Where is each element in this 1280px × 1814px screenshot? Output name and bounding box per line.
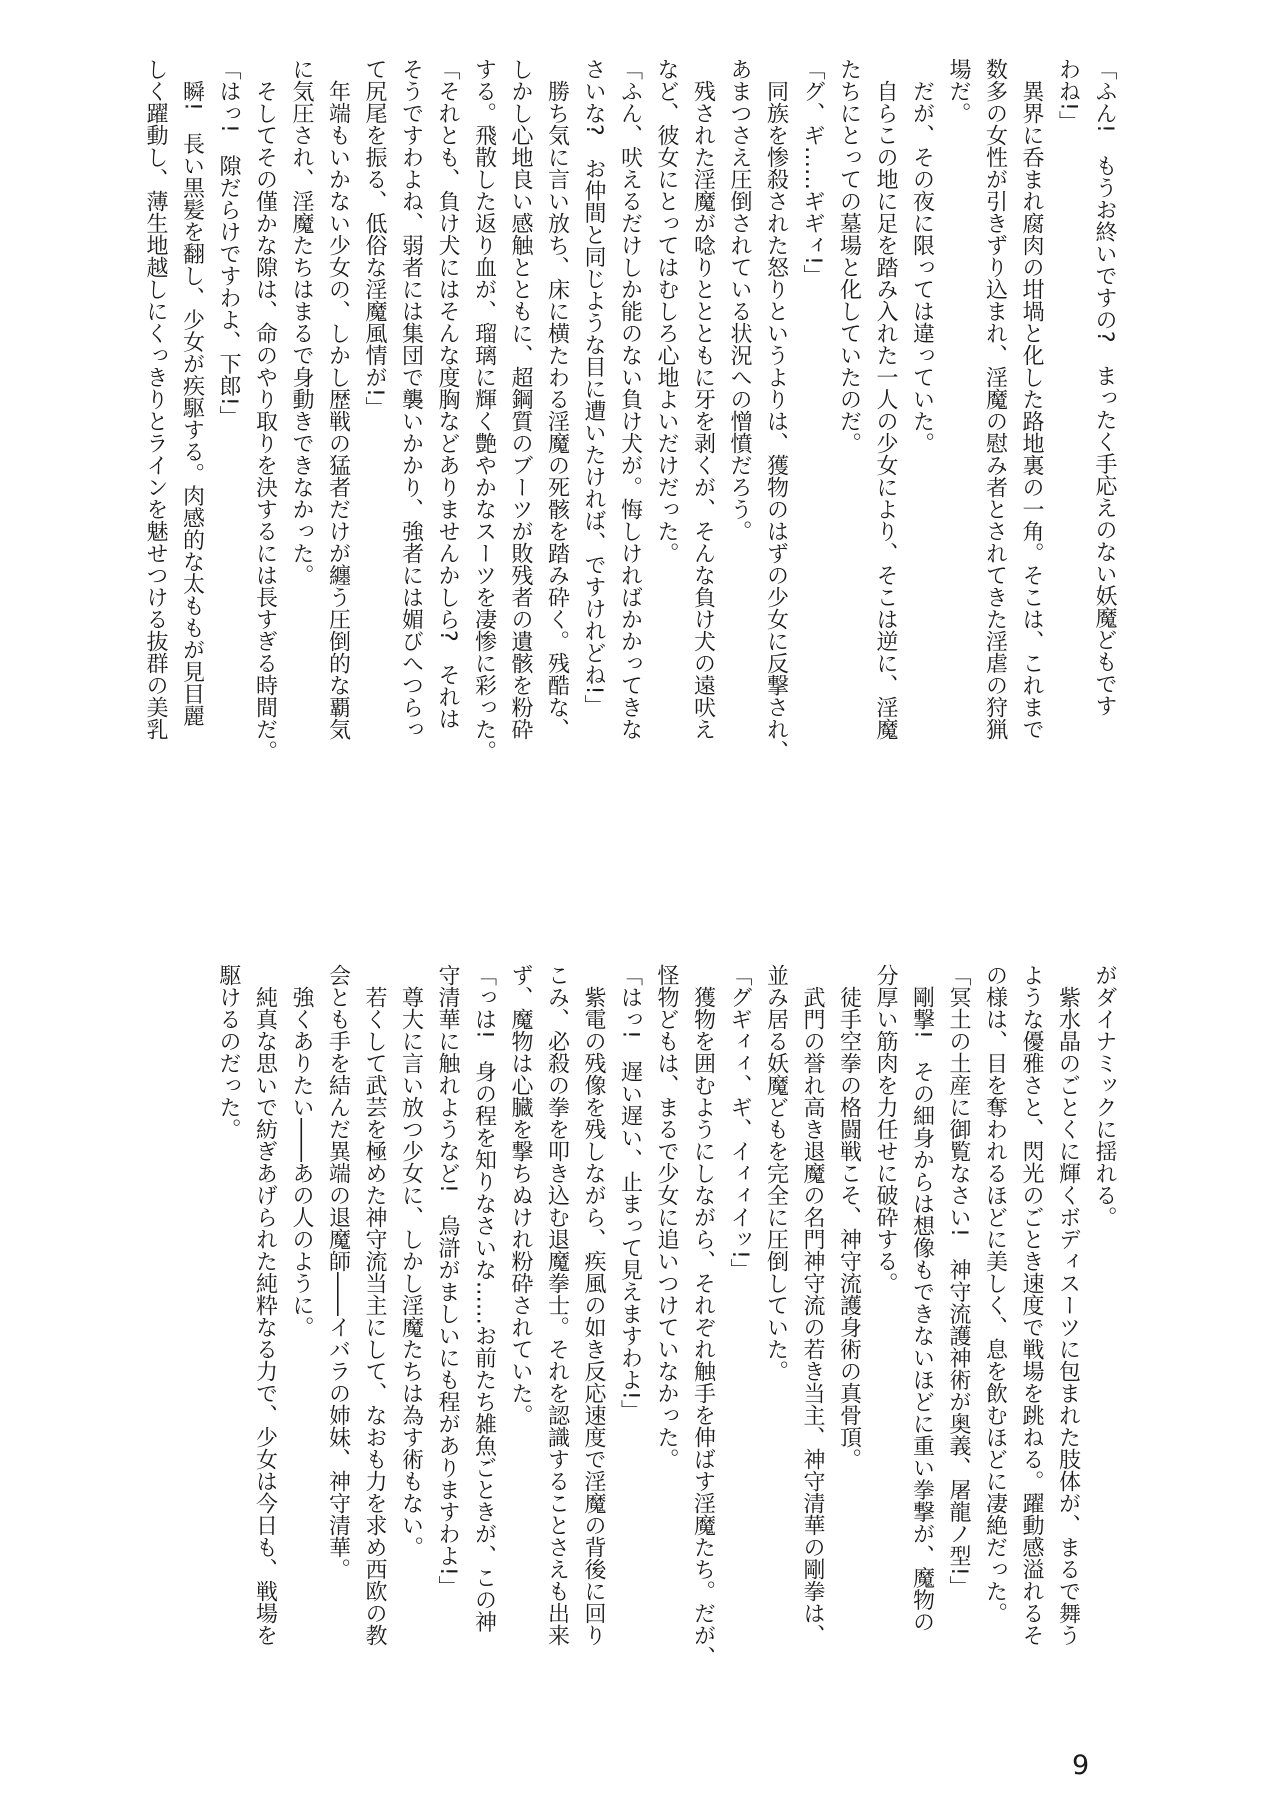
text-column: がダイナミックに揺れる。 <box>1092 964 1117 1228</box>
text-column: ような優雅さと、閃光のごとき速度で戦場を跳ねる。躍動感溢れるそ <box>1019 964 1044 1646</box>
text-column: 剛撃! その細身からは想像もできないほどに重い拳撃が、魔物の <box>909 964 935 1633</box>
text-column: 守清華に触れようなど! 烏滸がましいにも程がありますわよ!」 <box>435 964 460 1598</box>
text-column: する。飛散した返り血が、瑠璃に輝く艶やかなスーツを凄惨に彩った。 <box>471 58 497 762</box>
text-column: 強くありたい――あの人のように。 <box>289 964 314 1338</box>
text-column: 純真な思いで紡ぎあげられた純粋なる力で、少女は今日も、戦場を <box>252 964 278 1646</box>
text-column: て尻尾を振る、低俗な淫魔風情が!」 <box>362 58 387 419</box>
story-text-block-lower <box>210 964 1123 1668</box>
text-column: 「グギィィ、ギ、イィィイッ!」 <box>727 964 752 1281</box>
text-column: 尊大に言い放つ少女に、しかし淫魔たちは為す術もない。 <box>398 964 424 1558</box>
text-column: しかし心地良い感触とともに、超鋼質のブーツが敗残者の遺骸を粉砕 <box>508 58 533 740</box>
page-number: 9 <box>1072 1750 1090 1781</box>
text-column: など、彼女にとってはむしろ心地よいだけだった。 <box>654 58 679 564</box>
text-column: そしてその僅かな隙は、命のやり取りを決するには長すぎる時間だ。 <box>252 58 278 762</box>
text-column: 自らこの地に足を踏み入れた一人の少女により、そこは逆に、淫魔 <box>873 58 898 740</box>
text-column: に気圧され、淫魔たちはまるで身動きできなかった。 <box>289 58 314 586</box>
text-column: 若くして武芸を極めた神守流当主にして、なおも力を求め西欧の教 <box>362 964 387 1646</box>
text-column: 「ふん! もうお終いですの? まったく手応えのない妖魔どもです <box>1092 58 1117 717</box>
text-column: 「っは! 身の程を知りなさいな……お前たち雑魚ごときが、この神 <box>471 964 497 1633</box>
text-column: 「はっ! 遅い遅い、止まって見えますわよ!」 <box>617 964 643 1422</box>
text-column: しく躍動し、薄生地越しにくっきりとラインを魅せつける抜群の美乳 <box>143 58 168 740</box>
text-column: 獲物を囲むようにしながら、それぞれ触手を伸ばす淫魔たち。だが、 <box>690 964 716 1668</box>
text-column: 会とも手を結んだ異端の退魔師――イバラの姉妹、神守清華。 <box>325 964 351 1580</box>
text-column: 数多の女性が引きずり込まれ、淫魔の慰み者とされてきた淫虐の狩猟 <box>982 58 1008 740</box>
text-column: 武門の誉れ高き退魔の名門神守流の若き当主、神守清華の剛拳は、 <box>800 964 825 1646</box>
text-column: 年端もいかない少女の、しかし歴戦の猛者だけが纏う圧倒的な覇気 <box>325 58 351 740</box>
text-column: 場だ。 <box>946 58 971 124</box>
text-column: 徒手空拳の格闘戦こそ、神守流護身術の真骨頂。 <box>836 964 862 1470</box>
text-column: たちにとっての墓場と化していたのだ。 <box>836 58 862 454</box>
text-column: 勝ち気に言い放ち、床に横たわる淫魔の死骸を踏み砕く。残酷な、 <box>544 58 570 740</box>
text-column: 紫水晶のごとくに輝くボディスーツに包まれた肢体が、まるで舞う <box>1055 964 1081 1646</box>
text-column: こみ、必殺の拳を叩き込む退魔拳士。それを認識することさえも出来 <box>544 964 570 1646</box>
text-column: だが、その夜に限っては違っていた。 <box>909 58 935 454</box>
text-column: さいな? お仲間と同じような目に遭いたければ、ですけれどね!」 <box>581 58 606 717</box>
text-column: 「はっ! 隙だらけですわよ、下郎!」 <box>216 58 241 428</box>
text-column: 駆けるのだった。 <box>216 964 241 1140</box>
text-column: そうですわよね、弱者には集団で襲いかかり、強者には媚びへつらっ <box>398 58 424 740</box>
text-column: わね!」 <box>1055 58 1081 133</box>
text-column: 怪物どもは、まるで少女に追いつけていなかった。 <box>654 964 679 1470</box>
text-column: 「冥土の土産に御覧なさい! 神守流護神術が奥義、屠龍ノ型!」 <box>946 964 971 1598</box>
text-column: 分厚い筋肉を力任せに破砕する。 <box>873 964 898 1294</box>
story-text-block-upper <box>137 58 1123 762</box>
text-column: 紫電の残像を残しながら、疾風の如き反応速度で淫魔の背後に回り <box>581 964 606 1646</box>
text-column: 瞬! 長い黒髪を翻し、少女が疾駆する。肉感的な太ももが見目麗 <box>179 58 205 727</box>
text-column: あまつさえ圧倒されている状況への憎憤だろう。 <box>727 58 752 542</box>
text-column: 「ふん、吠えるだけしか能のない負け犬が。悔しければかかってきな <box>617 58 643 740</box>
text-column: の様は、目を奪われるほどに美しく、息を飲むほどに凄絶だった。 <box>982 964 1008 1624</box>
text-column: 同族を惨殺された怒りというよりは、獲物のはずの少女に反撃され、 <box>763 58 789 762</box>
text-column: 「それとも、負け犬にはそんな度胸などありませんかしら? それは <box>435 58 460 730</box>
text-column: 異界に呑まれ腐肉の坩堝と化した路地裏の一角。そこは、これまで <box>1019 58 1044 740</box>
text-column: 「グ、ギ……ギギィ!」 <box>800 58 825 287</box>
text-column: ず、魔物は心臓を撃ちぬけれ粉砕されていた。 <box>508 964 533 1426</box>
text-column: 残された淫魔が唸りととともに牙を剥くが、そんな負け犬の遠吠え <box>690 58 716 740</box>
text-column: 並み居る妖魔どもを完全に圧倒していた。 <box>763 964 789 1382</box>
